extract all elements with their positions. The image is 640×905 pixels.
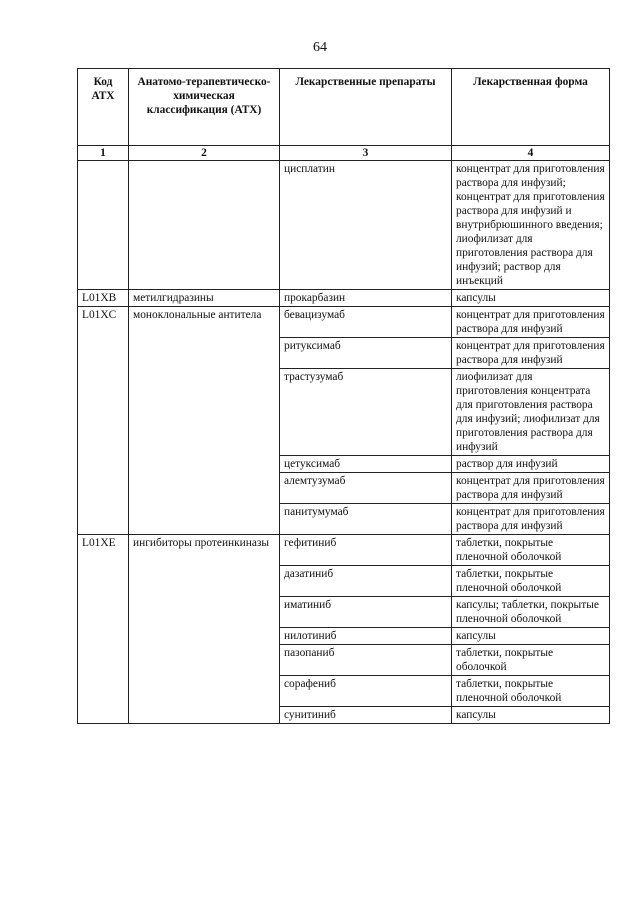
page-number: 64 <box>313 40 327 55</box>
dosage-form-cell: таблетки, покрытые оболочкой <box>452 645 610 676</box>
header-drugs: Лекарственные препараты <box>280 69 452 146</box>
dosage-form-cell: капсулы <box>452 628 610 645</box>
dosage-form-cell: лиофилизат для приготовления концентрата для приготовления раствора для инфузий; лиофилизат для приготовления раствора для инфузий <box>452 369 610 456</box>
dosage-form-cell: концентрат для приготовления раствора для инфузий <box>452 307 610 338</box>
column-number: 1 <box>78 146 129 161</box>
header-classification: Анатомо-терапевтическо-химическая классификация (АТХ) <box>129 69 280 146</box>
dosage-form-cell: концентрат для приготовления раствора для инфузий <box>452 338 610 369</box>
table-row <box>78 535 610 566</box>
atx-code-cell: L01XC <box>78 307 129 535</box>
table-row <box>78 290 610 307</box>
dosage-form-cell: концентрат для приготовления раствора для инфузий <box>452 504 610 535</box>
atx-classification-cell: моноклональные антитела <box>129 307 280 535</box>
drug-cell: алемтузумаб <box>280 473 452 504</box>
dosage-form-cell: капсулы; таблетки, покрытые пленочной оболочкой <box>452 597 610 628</box>
drug-cell: цетуксимаб <box>280 456 452 473</box>
atx-table <box>77 68 610 724</box>
drug-cell: нилотиниб <box>280 628 452 645</box>
atx-code-cell: L01XE <box>78 535 129 724</box>
drug-cell: прокарбазин <box>280 290 452 307</box>
dosage-form-cell: таблетки, покрытые пленочной оболочкой <box>452 676 610 707</box>
drug-cell: ритуксимаб <box>280 338 452 369</box>
column-number: 4 <box>452 146 610 161</box>
dosage-form-cell: капсулы <box>452 707 610 724</box>
header-code: Код АТХ <box>78 69 129 146</box>
column-number: 2 <box>129 146 280 161</box>
table-body <box>78 161 610 724</box>
table-row <box>78 307 610 338</box>
drug-cell: бевацизумаб <box>280 307 452 338</box>
dosage-form-cell: капсулы <box>452 290 610 307</box>
table-row <box>78 161 610 290</box>
drug-cell: цисплатин <box>280 161 452 290</box>
drug-cell: гефитиниб <box>280 535 452 566</box>
drug-cell: сунитиниб <box>280 707 452 724</box>
atx-classification-cell <box>129 161 280 290</box>
dosage-form-cell: таблетки, покрытые пленочной оболочкой <box>452 535 610 566</box>
atx-classification-cell: метилгидразины <box>129 290 280 307</box>
drug-cell: пазопаниб <box>280 645 452 676</box>
dosage-form-cell: концентрат для приготовления раствора для инфузий; концентрат для приготовления раствора для инфузий и внутрибрюшинного введения; лиофилизат для приготовления раствора для инфузий; раствор для инъекций <box>452 161 610 290</box>
dosage-form-cell: раствор для инфузий <box>452 456 610 473</box>
table-header <box>78 69 610 161</box>
drug-cell: иматиниб <box>280 597 452 628</box>
drug-cell: сорафениб <box>280 676 452 707</box>
atx-code-cell: L01XB <box>78 290 129 307</box>
atx-classification-cell: ингибиторы протеинкиназы <box>129 535 280 724</box>
drug-cell: дазатиниб <box>280 566 452 597</box>
dosage-form-cell: концентрат для приготовления раствора для инфузий <box>452 473 610 504</box>
column-number: 3 <box>280 146 452 161</box>
atx-code-cell <box>78 161 129 290</box>
drug-cell: трастузумаб <box>280 369 452 456</box>
column-numbers-row <box>78 146 610 161</box>
drug-cell: панитумумаб <box>280 504 452 535</box>
header-form: Лекарственная форма <box>452 69 610 146</box>
dosage-form-cell: таблетки, покрытые пленочной оболочкой <box>452 566 610 597</box>
